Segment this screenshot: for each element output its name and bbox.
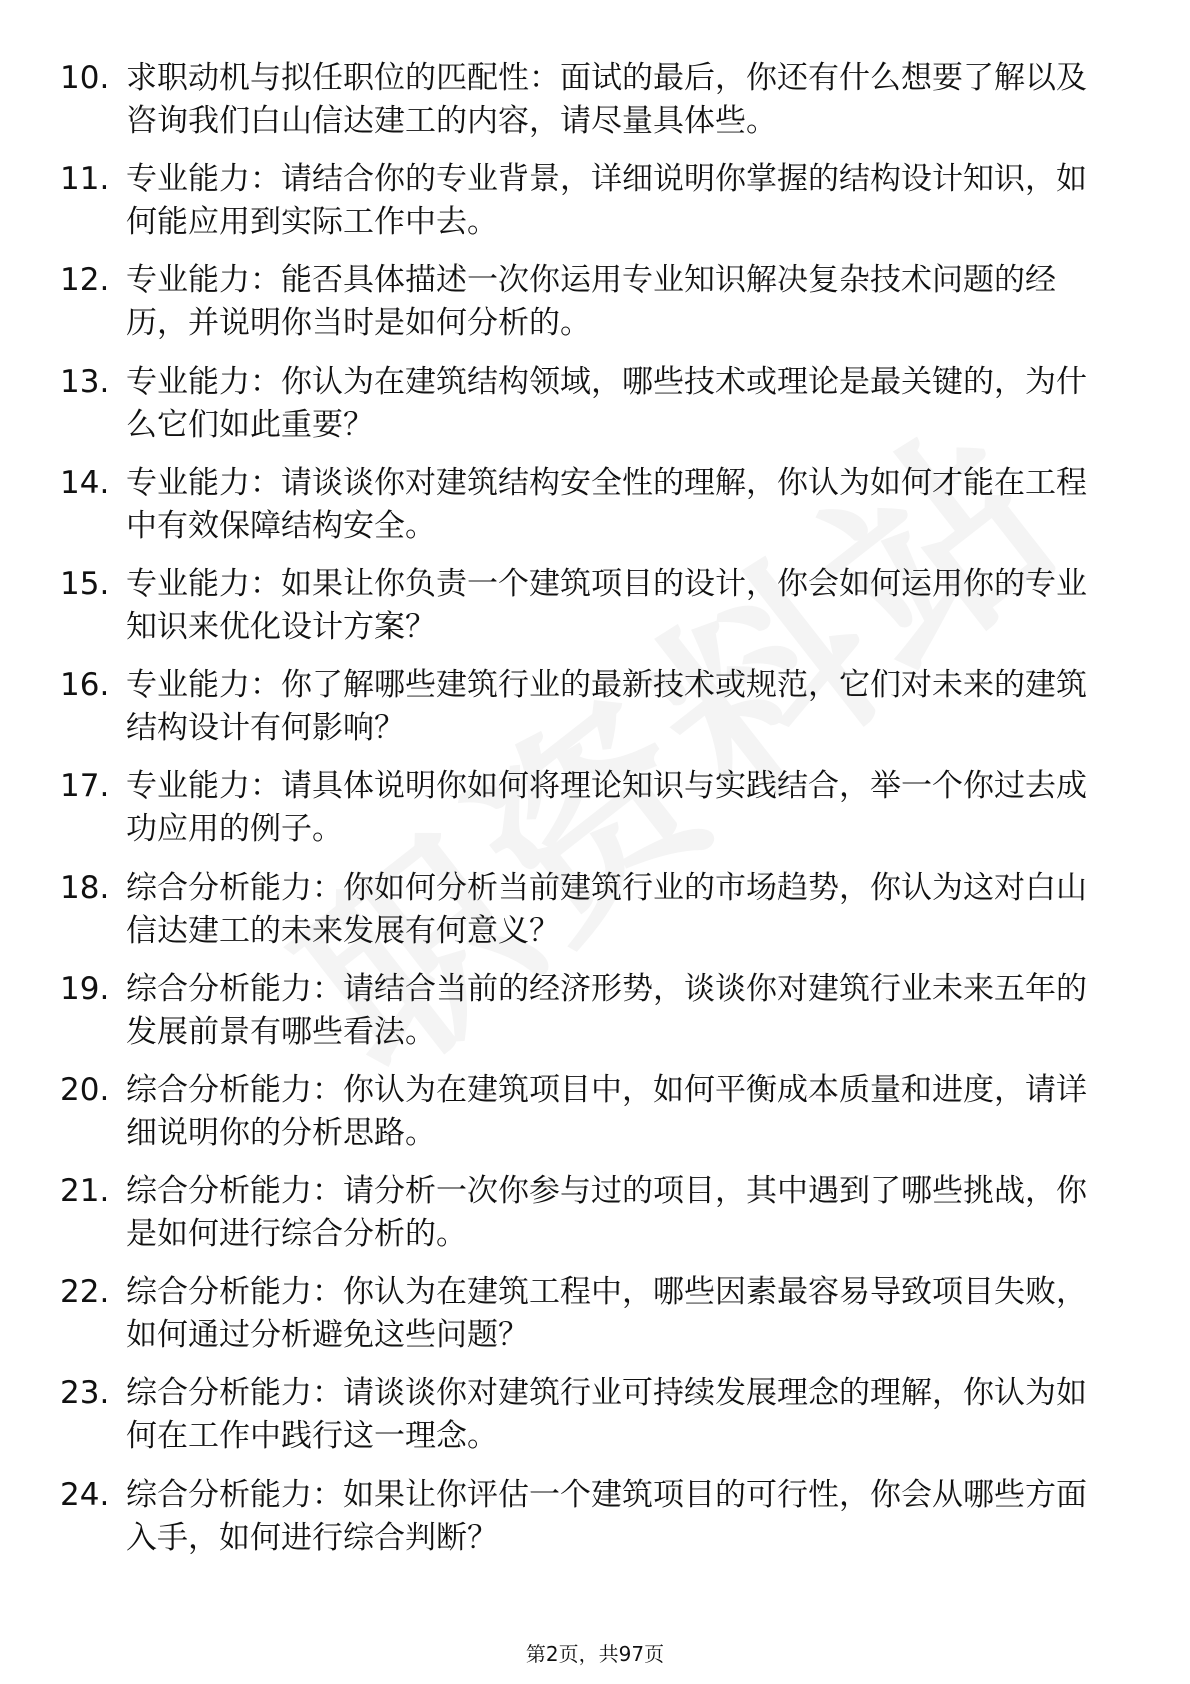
question-item: [0, 756, 1190, 857]
question-text: 综合分析能力：请谈谈你对建筑行业可持续发展理念的理解，你认为如何在工作中践行这一理念。: [126, 1375, 1087, 1455]
question-text: 专业能力：请谈谈你对建筑结构安全性的理解，你认为如何才能在工程中有效保障结构安全。: [126, 464, 1087, 544]
question-item: [0, 1161, 1190, 1262]
question-number: 13.: [60, 363, 110, 400]
question-number: 11.: [60, 161, 110, 198]
question-text: 专业能力：请具体说明你如何将理论知识与实践结合，举一个你过去成功应用的例子。: [126, 768, 1087, 848]
question-item: [0, 48, 1190, 149]
question-item: [0, 453, 1190, 554]
question-item: [0, 655, 1190, 756]
question-text: 专业能力：请结合你的专业背景，详细说明你掌握的结构设计知识，如何能应用到实际工作中去。: [126, 161, 1087, 241]
question-item: [0, 959, 1190, 1060]
page-footer: 第2页，共97页: [525, 1642, 665, 1666]
question-number: 24.: [60, 1476, 110, 1513]
question-text: 综合分析能力：请分析一次你参与过的项目，其中遇到了哪些挑战，你是如何进行综合分析的。: [126, 1173, 1087, 1253]
question-text: 专业能力：你认为在建筑结构领域，哪些技术或理论是最关键的，为什么它们如此重要？: [126, 363, 1087, 443]
question-number: 12.: [60, 262, 110, 299]
question-item: [0, 1465, 1190, 1566]
question-number: 19.: [60, 970, 110, 1007]
question-item: [0, 1060, 1190, 1161]
question-number: 16.: [60, 667, 110, 704]
question-text: 综合分析能力：你认为在建筑项目中，如何平衡成本质量和进度，请详细说明你的分析思路。: [126, 1071, 1087, 1151]
question-item: [0, 352, 1190, 453]
question-number: 20.: [60, 1071, 110, 1108]
question-text: 综合分析能力：你如何分析当前建筑行业的市场趋势，你认为这对白山信达建工的未来发展有何意义？: [126, 869, 1087, 949]
question-number: 21.: [60, 1173, 110, 1210]
question-text: 综合分析能力：你认为在建筑工程中，哪些因素最容易导致项目失败，如何通过分析避免这些问题？: [126, 1274, 1087, 1354]
question-number: 15.: [60, 565, 110, 602]
question-text: 求职动机与拟任职位的匹配性：面试的最后，你还有什么想要了解以及咨询我们白山信达建工的内容，请尽量具体些。: [126, 60, 1087, 139]
question-number: 23.: [60, 1375, 110, 1412]
question-text: 专业能力：如果让你负责一个建筑项目的设计，你会如何运用你的专业知识来优化设计方案？: [126, 565, 1087, 645]
question-item: [0, 149, 1190, 250]
question-number: 14.: [60, 464, 110, 501]
question-text: 综合分析能力：如果让你评估一个建筑项目的可行性，你会从哪些方面入手，如何进行综合判断？: [126, 1476, 1087, 1556]
question-text: 专业能力：能否具体描述一次你运用专业知识解决复杂技术问题的经历，并说明你当时是如何分析的。: [126, 262, 1056, 342]
question-text: 综合分析能力：请结合当前的经济形势，谈谈你对建筑行业未来五年的发展前景有哪些看法。: [126, 970, 1087, 1050]
question-text: 专业能力：你了解哪些建筑行业的最新技术或规范，它们对未来的建筑结构设计有何影响？: [126, 667, 1087, 747]
question-number: 10.: [60, 60, 110, 96]
question-item: [0, 250, 1190, 351]
question-number: 18.: [60, 869, 110, 906]
question-item: [0, 554, 1190, 655]
question-number: 17.: [60, 768, 110, 805]
question-item: [0, 1363, 1190, 1464]
question-item: [0, 858, 1190, 959]
question-item: [0, 1262, 1190, 1363]
question-list: [0, 48, 1190, 1566]
question-number: 22.: [60, 1274, 110, 1311]
